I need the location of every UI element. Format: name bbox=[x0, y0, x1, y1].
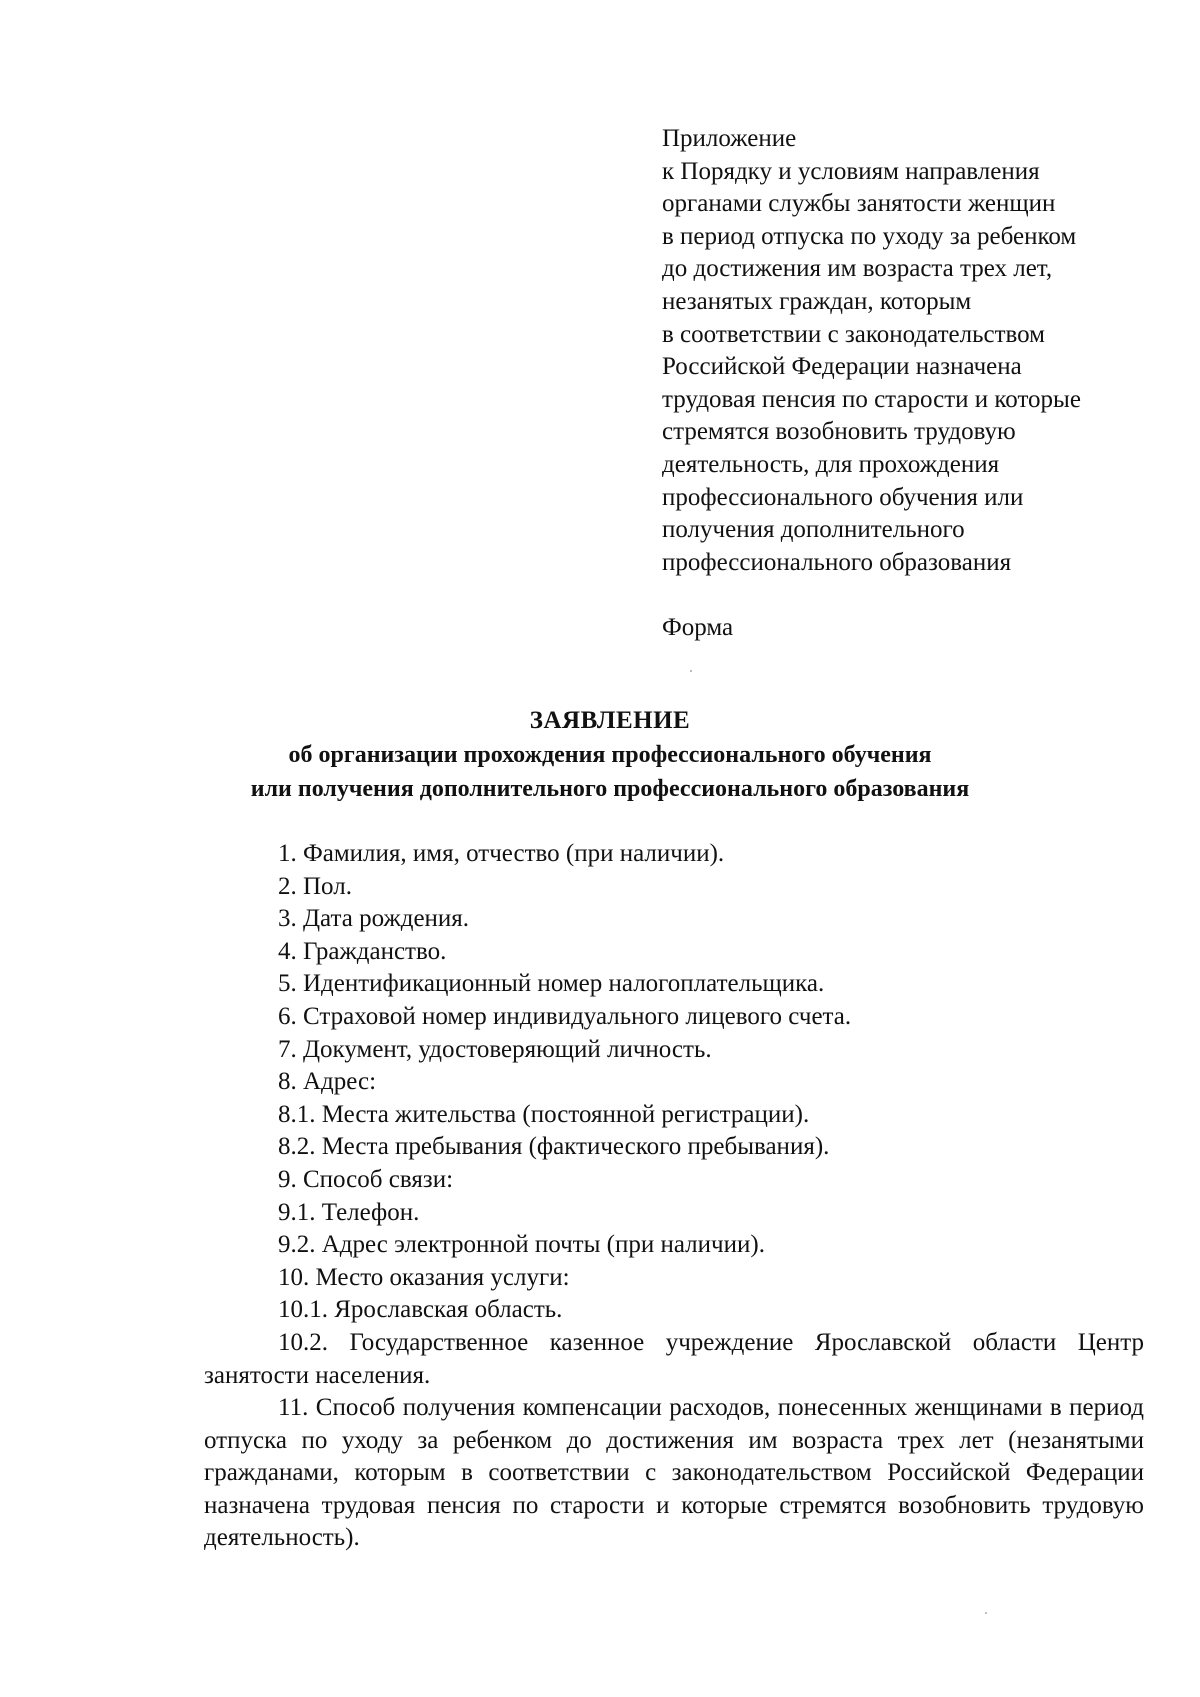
list-item: 8.2. Места пребывания (фактического пребывания). bbox=[278, 1133, 830, 1161]
list-item: 5. Идентификационный номер налогоплательщика. bbox=[278, 970, 825, 998]
list-item: 10.1. Ярославская область. bbox=[278, 1296, 563, 1324]
list-item: 9.1. Телефон. bbox=[278, 1198, 420, 1226]
list-item: 2. Пол. bbox=[278, 872, 352, 900]
list-item: 8. Адрес: bbox=[278, 1068, 377, 1096]
appendix-line: стремятся возобновить трудовую bbox=[662, 418, 1016, 446]
title-main: ЗАЯВЛЕНИЕ bbox=[529, 707, 691, 734]
appendix-line: в период отпуска по уходу за ребенком bbox=[662, 222, 1077, 250]
scan-speck bbox=[690, 670, 692, 672]
appendix-line: получения дополнительного bbox=[662, 516, 965, 544]
appendix-line: Российской Федерации назначена bbox=[662, 353, 1022, 381]
appendix-line: органами службы занятости женщин bbox=[662, 190, 1056, 218]
form-label: Форма bbox=[662, 614, 734, 641]
appendix-line: к Порядку и условиям направления bbox=[662, 157, 1040, 185]
scan-speck bbox=[985, 1612, 987, 1614]
title-subtitle-line: или получения дополнительного профессионального образования bbox=[250, 776, 970, 802]
paragraph-item: 10.2. Государственное казенное учреждение Ярославской области Центр занятости населения. bbox=[204, 1328, 1144, 1389]
appendix-header bbox=[662, 123, 1162, 579]
appendix-line: Приложение bbox=[662, 125, 797, 152]
appendix-line: деятельность, для прохождения bbox=[662, 450, 1000, 478]
list-item: 9.2. Адрес электронной почты (при наличии). bbox=[278, 1231, 765, 1259]
list-item: 4. Гражданство. bbox=[278, 937, 447, 965]
list-item: 1. Фамилия, имя, отчество (при наличии). bbox=[278, 840, 725, 867]
form-fields-list bbox=[204, 838, 1144, 1555]
document-title bbox=[180, 704, 1040, 806]
appendix-line: до достижения им возраста трех лет, bbox=[662, 255, 1053, 283]
list-item: 7. Документ, удостоверяющий личность. bbox=[278, 1035, 712, 1063]
list-item: 3. Дата рождения. bbox=[278, 905, 470, 933]
appendix-line: незанятых граждан, которым bbox=[662, 287, 972, 315]
appendix-line: трудовая пенсия по старости и которые bbox=[662, 385, 1081, 413]
list-item: 9. Способ связи: bbox=[278, 1165, 454, 1193]
list-item: 6. Страховой номер индивидуального лицевого счета. bbox=[278, 1002, 852, 1030]
appendix-line: в соответствии с законодательством bbox=[662, 320, 1045, 348]
appendix-line: профессионального образования bbox=[662, 548, 1012, 576]
title-subtitle-line: об организации прохождения профессионального обучения bbox=[288, 742, 932, 768]
list-item: 10. Место оказания услуги: bbox=[278, 1263, 570, 1291]
list-item: 8.1. Места жительства (постоянной регистрации). bbox=[278, 1100, 810, 1128]
appendix-line: профессионального обучения или bbox=[662, 483, 1024, 511]
paragraph-item: 11. Способ получения компенсации расходов, понесенных женщинами в период отпуска по уходу за ребенком до достижения им возраста трех лет (незанятыми гражданами, которым в соответствии с законодательством Российской Федерации назначена трудовая пенсия по старости и которые стремятся возобновить трудовую деятельность). bbox=[204, 1394, 1144, 1552]
